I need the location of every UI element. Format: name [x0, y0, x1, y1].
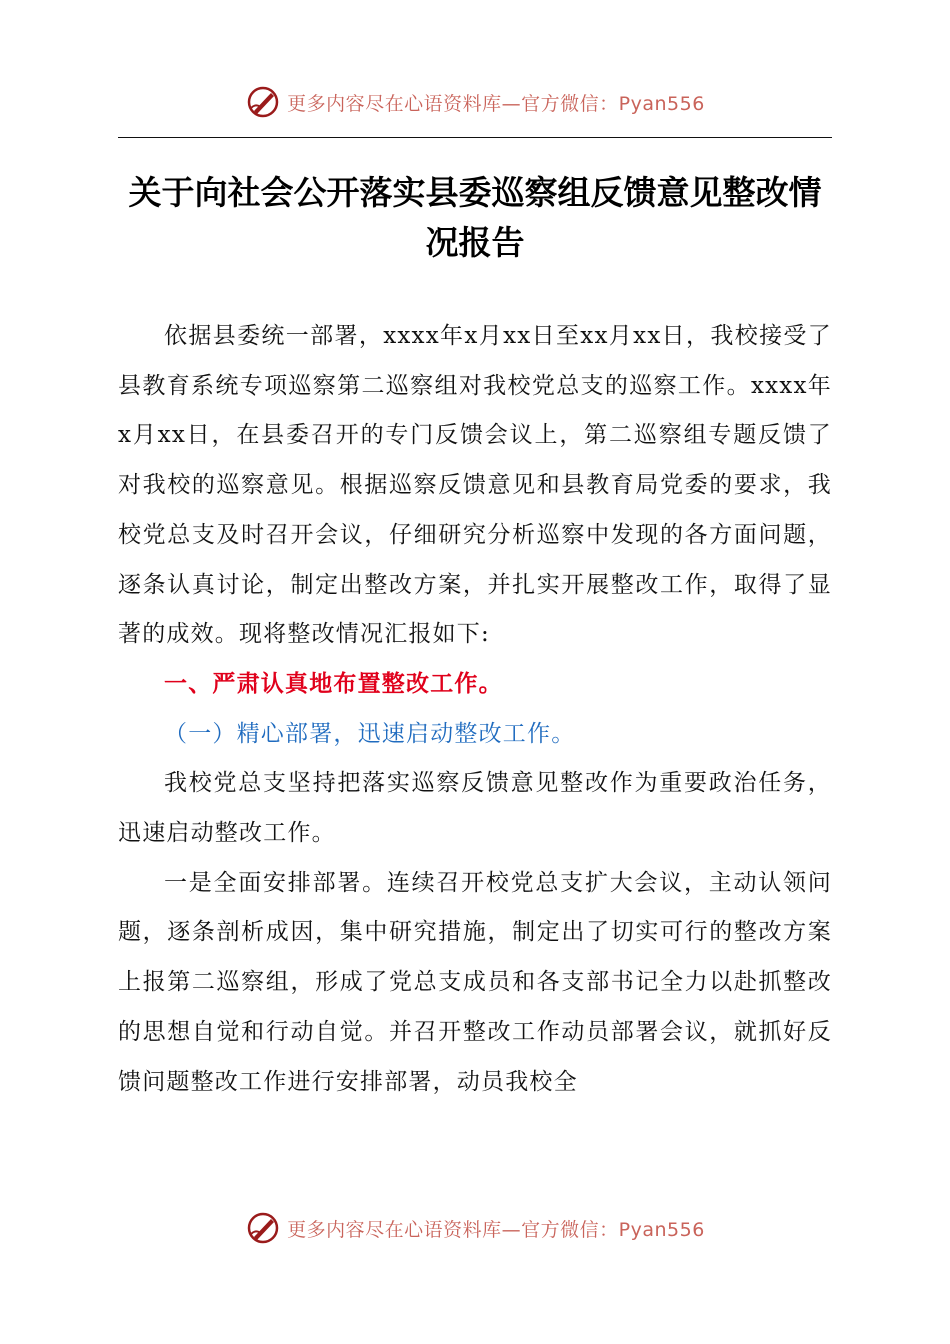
document-body — [118, 312, 832, 1107]
header-banner — [0, 82, 950, 122]
pen-circle-logo-icon — [245, 1210, 281, 1246]
heading-subsection-1: （一）精心部署，迅速启动整改工作。 — [164, 720, 576, 747]
heading-section-1: 一、严肃认真地布置整改工作。 — [164, 670, 503, 697]
header-divider — [118, 137, 832, 138]
footer-banner — [0, 1208, 950, 1248]
paragraph-body: 我校党总支坚持把落实巡察反馈意见整改作为重要政治任务，迅速启动整改工作。 — [118, 770, 832, 847]
document-title: 关于向社会公开落实县委巡察组反馈意见整改情况报告 — [128, 173, 822, 262]
pen-circle-logo-icon — [245, 84, 281, 120]
paragraph-intro: 依据县委统一部署，xxxx年x月xx日至xx月xx日，我校接受了县教育系统专项巡察第二巡察组对我校党总支的巡察工作。xxxx年x月xx日，在县委召开的专门反馈会议上，第二巡察组专题反馈了对我校的巡察意见。根据巡察反馈意见和县教育局党委的要求，我校党总支及时召开会议，仔细研究分析巡察中发现的各方面问题，逐条认真讨论，制定出整改方案，并扎实开展整改工作，取得了显著的成效。现将整改情况汇报如下: — [118, 323, 832, 648]
paragraph-body: 一是全面安排部署。连续召开校党总支扩大会议，主动认领问题，逐条剖析成因，集中研究措施，制定出了切实可行的整改方案上报第二巡察组，形成了党总支成员和各支部书记全力以赴抓整改的思想自觉和行动自觉。并召开整改工作动员部署会议，就抓好反馈问题整改工作进行安排部署，动员我校全 — [118, 869, 832, 1095]
banner-text: 更多内容尽在心语资料库—官方微信：Pyan556 — [287, 1218, 705, 1241]
banner-text: 更多内容尽在心语资料库—官方微信：Pyan556 — [287, 92, 705, 115]
